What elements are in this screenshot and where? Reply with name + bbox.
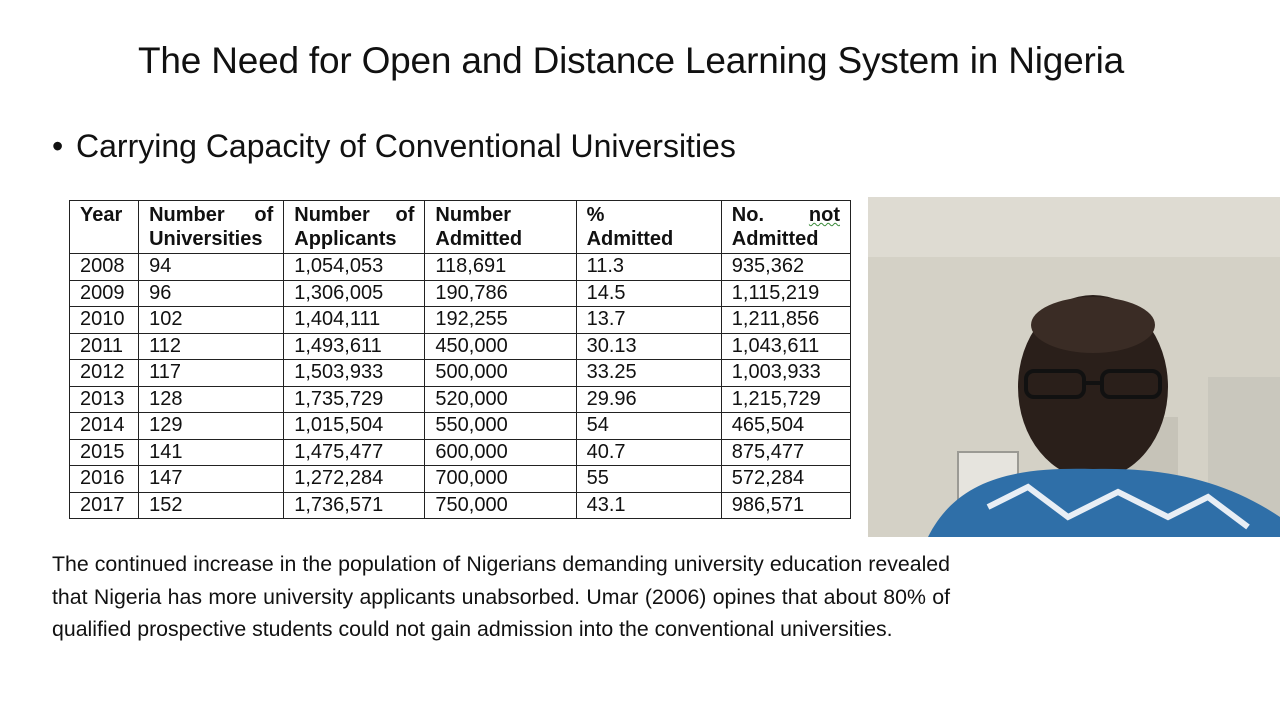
- cell-number-of-applicants: 1,503,933: [284, 360, 425, 387]
- header-text: Number: [435, 204, 511, 226]
- cell-percent-admitted: 33.25: [576, 360, 721, 387]
- cell-percent-admitted: 30.13: [576, 333, 721, 360]
- header-percent-admitted: [576, 201, 721, 254]
- cell-number-not-admitted: 1,211,856: [721, 307, 850, 334]
- cell-percent-admitted: 13.7: [576, 307, 721, 334]
- cell-percent-admitted: 54: [576, 413, 721, 440]
- cell-number-admitted: 500,000: [425, 360, 576, 387]
- bullet-icon: •: [52, 128, 64, 164]
- cell-number-of-universities: 141: [139, 439, 284, 466]
- cell-number-not-admitted: 1,043,611: [721, 333, 850, 360]
- cell-number-of-applicants: 1,272,284: [284, 466, 425, 493]
- table-row: [70, 360, 851, 387]
- cell-percent-admitted: 11.3: [576, 254, 721, 281]
- cell-number-admitted: 520,000: [425, 386, 576, 413]
- cell-year: 2011: [70, 333, 139, 360]
- header-text: not: [808, 204, 840, 226]
- cell-number-not-admitted: 1,215,729: [721, 386, 850, 413]
- cell-percent-admitted: 29.96: [576, 386, 721, 413]
- cell-number-of-applicants: 1,475,477: [284, 439, 425, 466]
- table-row: [70, 333, 851, 360]
- header-number-not-admitted: [721, 201, 850, 254]
- cell-year: 2013: [70, 386, 139, 413]
- cell-number-of-universities: 117: [139, 360, 284, 387]
- table-body: [70, 254, 851, 519]
- header-number-admitted: [425, 201, 576, 254]
- presenter-webcam-icon: [868, 197, 1280, 537]
- cell-number-admitted: 450,000: [425, 333, 576, 360]
- bullet-text: Carrying Capacity of Conventional Universities: [76, 128, 736, 164]
- cell-number-not-admitted: 1,003,933: [721, 360, 850, 387]
- cell-number-admitted: 600,000: [425, 439, 576, 466]
- cell-number-admitted: 118,691: [425, 254, 576, 281]
- universities-capacity-table: [69, 200, 851, 519]
- cell-number-not-admitted: 875,477: [721, 439, 850, 466]
- header-text: Admitted: [731, 228, 819, 250]
- cell-number-not-admitted: 1,115,219: [721, 280, 850, 307]
- cell-number-of-applicants: 1,404,111: [284, 307, 425, 334]
- header-text: No.: [731, 204, 764, 226]
- header-text: Universities: [149, 228, 263, 250]
- cell-year: 2014: [70, 413, 139, 440]
- cell-number-of-universities: 94: [139, 254, 284, 281]
- cell-number-of-universities: 96: [139, 280, 284, 307]
- cell-number-of-applicants: 1,735,729: [284, 386, 425, 413]
- cell-number-not-admitted: 935,362: [721, 254, 850, 281]
- header-year: Year: [70, 201, 139, 254]
- slide-title: The Need for Open and Distance Learning System in Nigeria: [137, 40, 1125, 81]
- cell-number-of-applicants: 1,493,611: [284, 333, 425, 360]
- cell-number-admitted: 550,000: [425, 413, 576, 440]
- header-text: Admitted: [435, 228, 523, 250]
- cell-number-of-applicants: 1,054,053: [284, 254, 425, 281]
- cell-number-of-applicants: 1,736,571: [284, 492, 425, 519]
- description-paragraph: The continued increase in the population of Nigerians demanding university education revealed that Nigeria has more university applicants unabsorbed. Umar (2006) opines that about 80% of qualified prospective students could not gain admission into the conventional universities.: [52, 552, 950, 641]
- header-text: Applicants: [294, 228, 397, 250]
- header-text: of: [254, 204, 274, 226]
- cell-percent-admitted: 55: [576, 466, 721, 493]
- cell-year: 2008: [70, 254, 139, 281]
- cell-year: 2017: [70, 492, 139, 519]
- cell-number-not-admitted: 465,504: [721, 413, 850, 440]
- cell-number-admitted: 190,786: [425, 280, 576, 307]
- cell-number-of-applicants: 1,306,005: [284, 280, 425, 307]
- table-row: [70, 307, 851, 334]
- header-number-of-universities: [139, 201, 284, 254]
- cell-number-of-applicants: 1,015,504: [284, 413, 425, 440]
- cell-number-of-universities: 102: [139, 307, 284, 334]
- cell-number-admitted: 192,255: [425, 307, 576, 334]
- table-row: [70, 280, 851, 307]
- table-header-row: [70, 201, 851, 254]
- cell-percent-admitted: 43.1: [576, 492, 721, 519]
- header-text: Number: [149, 204, 225, 226]
- bullet-point: [52, 128, 736, 165]
- header-text: Number: [294, 204, 370, 226]
- table-row: [70, 413, 851, 440]
- cell-year: 2010: [70, 307, 139, 334]
- cell-number-of-universities: 129: [139, 413, 284, 440]
- table-row: [70, 466, 851, 493]
- cell-number-not-admitted: 572,284: [721, 466, 850, 493]
- table-row: [70, 386, 851, 413]
- table-row: [70, 254, 851, 281]
- cell-number-admitted: 750,000: [425, 492, 576, 519]
- header-text: Admitted: [586, 228, 674, 250]
- header-text: %: [586, 204, 605, 226]
- cell-year: 2015: [70, 439, 139, 466]
- header-text: of: [395, 204, 415, 226]
- cell-year: 2012: [70, 360, 139, 387]
- cell-percent-admitted: 40.7: [576, 439, 721, 466]
- presenter-video-feed: [868, 197, 1280, 537]
- table-row: [70, 439, 851, 466]
- cell-number-of-universities: 128: [139, 386, 284, 413]
- table-row: [70, 492, 851, 519]
- cell-number-of-universities: 147: [139, 466, 284, 493]
- cell-number-admitted: 700,000: [425, 466, 576, 493]
- cell-number-of-universities: 112: [139, 333, 284, 360]
- cell-number-not-admitted: 986,571: [721, 492, 850, 519]
- header-number-of-applicants: [284, 201, 425, 254]
- cell-percent-admitted: 14.5: [576, 280, 721, 307]
- cell-number-of-universities: 152: [139, 492, 284, 519]
- cell-year: 2016: [70, 466, 139, 493]
- cell-year: 2009: [70, 280, 139, 307]
